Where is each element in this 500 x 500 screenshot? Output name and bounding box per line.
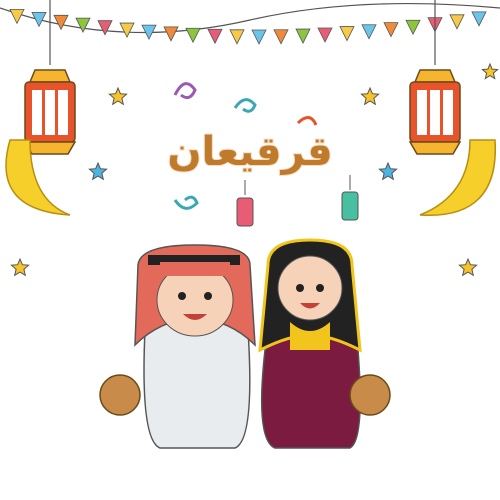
bunting-flag <box>54 15 68 29</box>
girl-character <box>260 240 390 448</box>
bunting-flag <box>450 15 464 29</box>
bunting-flag <box>98 21 112 35</box>
bunting-flag <box>296 29 310 43</box>
bunting-flag <box>10 9 24 23</box>
bunting-flag <box>76 18 90 32</box>
bunting-flag <box>406 20 420 34</box>
bunting-flag <box>274 30 288 44</box>
page-title: قرقيعان <box>167 129 333 175</box>
bunting-flag <box>32 12 46 26</box>
lantern-icon <box>342 175 358 220</box>
bunting-flag <box>384 23 398 37</box>
bunting-flag <box>252 30 266 44</box>
bunting-flag <box>120 23 134 37</box>
bunting-flag <box>230 30 244 44</box>
bunting-flag <box>208 29 222 43</box>
swirl-icon <box>175 84 195 98</box>
bunting-flag <box>362 25 376 39</box>
star-icon <box>379 163 396 179</box>
basket-icon <box>100 375 140 415</box>
boy-character <box>100 245 255 448</box>
bunting-flag <box>186 28 200 42</box>
bunting-flag <box>318 28 332 42</box>
star-icon <box>361 88 378 104</box>
bunting-flag <box>472 12 486 26</box>
bunting-icon <box>0 4 500 44</box>
star-icon <box>459 259 476 275</box>
star-icon <box>89 163 106 179</box>
swirl-icon <box>298 117 316 125</box>
star-icon <box>482 64 497 79</box>
lantern-icon <box>25 0 75 154</box>
bunting-flag <box>340 27 354 41</box>
lantern-icon <box>237 180 253 226</box>
basket-icon <box>350 375 390 415</box>
bunting-flag <box>164 27 178 41</box>
swirl-icon <box>175 197 197 208</box>
swirl-icon <box>235 100 255 112</box>
star-icon <box>109 88 126 104</box>
star-icon <box>11 259 28 275</box>
